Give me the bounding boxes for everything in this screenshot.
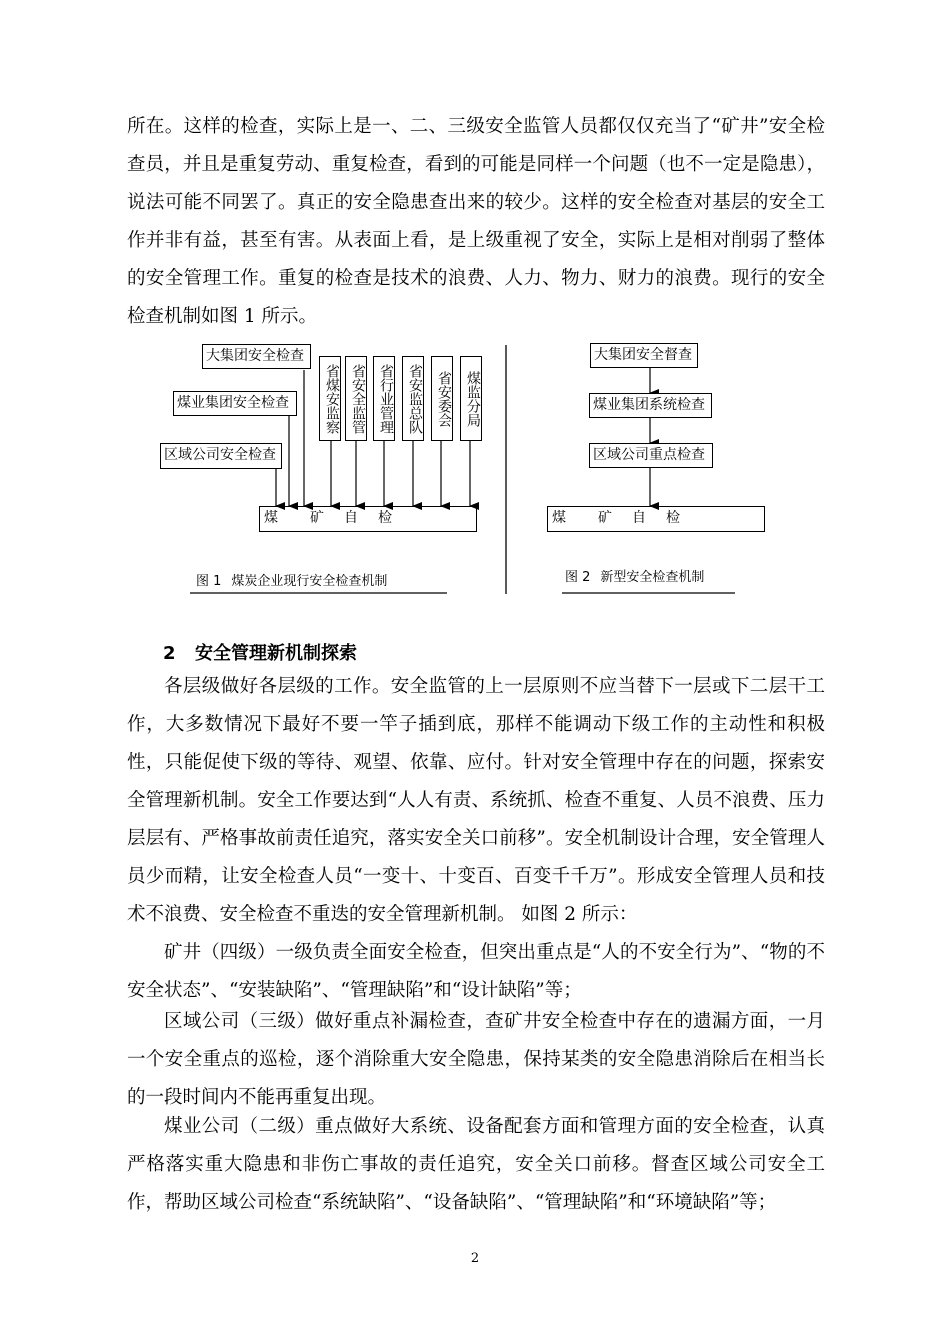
target-char: 煤 (552, 510, 566, 526)
paragraph-4: 区域公司（三级）做好重点补漏检查，查矿井安全检查中存在的遗漏方面，一月一个安全重点的巡检，逐个消除重大安全隐患，保持某类的安全隐患消除后在相当长的一段时间内不能再重复出现。 (127, 1011, 825, 1108)
box-coal-group-inspection: 煤业集团安全检查 (173, 391, 297, 416)
target-char: 矿 (310, 510, 324, 526)
box-coal-group-system-inspection: 煤业集团系统检查 (589, 393, 712, 418)
section-title: 安全管理新机制探索 (195, 643, 357, 664)
target-char: 煤 (264, 510, 278, 526)
box-mine-self-inspection-1 (259, 506, 477, 532)
paragraph-5: 煤业公司（二级）重点做好大系统、设备配套方面和管理方面的安全检查，认真严格落实重大隐患和非伤亡事故的责任追究，安全关口前移。督查区域公司安全工作，帮助区域公司检查“系统缺陷”、“设备缺陷”、“管理缺陷”和“环境缺陷”等； (127, 1116, 825, 1213)
paragraph-1: 所在。这样的检查，实际上是一、二、三级安全监管人员都仅仅充当了“矿井”安全检查员，并且是重复劳动、重复检查，看到的可能是同样一个问题（也不一定是隐患），说法可能不同罢了。真正的安全隐患查出来的较少。这样的安全检查对基层的安全工作并非有益，甚至有害。从表面上看，是上级重视了安全，实际上是相对削弱了整体的安全管理工作。重复的检查是技术的浪费、人力、物力、财力的浪费。现行的安全检查机制如图 1 所示。 (127, 116, 825, 327)
target-char: 自 (632, 510, 646, 526)
figure2-caption-text: 新型安全检查机制 (600, 570, 705, 585)
figure1-caption (196, 573, 387, 591)
figure1-caption-text: 煤炭企业现行安全检查机制 (231, 574, 388, 589)
paragraph-3: 矿井（四级）一级负责全面安全检查，但突出重点是“人的不安全行为”、“物的不安全状态”、“安装缺陷”、“管理缺陷”和“设计缺陷”等； (127, 942, 825, 1001)
section-heading (163, 638, 357, 670)
vbox-provincial-safety-committee: 省安委会 (431, 356, 453, 441)
page-number: 2 (470, 1251, 480, 1266)
vbox-coal-supervision-bureau: 煤监分局 (460, 356, 482, 441)
vbox-provincial-industry-management: 省行业管理 (373, 356, 395, 441)
figure2-caption (565, 569, 704, 587)
target-char: 检 (378, 510, 392, 526)
box-group-supervision: 大集团安全督查 (590, 343, 698, 368)
box-region-inspection: 区域公司安全检查 (160, 443, 282, 469)
vbox-provincial-coal-supervision: 省煤安监察 (319, 356, 341, 441)
target-char: 自 (344, 510, 358, 526)
section-number: 2 (163, 643, 176, 664)
target-char: 矿 (598, 510, 612, 526)
paragraph-2: 各层级做好各层级的工作。安全监管的上一层原则不应当替下一层或下二层干工作，大多数情况下最好不要一竿子插到底，那样不能调动下级工作的主动性和积极性，只能促使下级的等待、观望、依靠、应付。针对安全管理中存在的问题，探索安全管理新机制。安全工作要达到“人人有责、系统抓、检查不重复、人员不浪费、压力层层有、严格事故前责任追究，落实安全关口前移”。安全机制设计合理，安全管理人员少而精，让安全检查人员“一变十、十变百、百变千千万”。形成安全管理人员和技术不浪费、安全检查不重迭的安全管理新机制。 如图 2 所示： (127, 676, 825, 925)
figure2-caption-number: 图 2 (565, 570, 591, 585)
vbox-provincial-safety-corps: 省安监总队 (402, 356, 424, 441)
box-group-inspection: 大集团安全检查 (202, 344, 311, 369)
box-region-key-inspection: 区域公司重点检查 (589, 443, 713, 468)
box-mine-self-inspection-2 (547, 506, 765, 532)
target-char: 检 (666, 510, 680, 526)
figure1-caption-number: 图 1 (196, 574, 222, 589)
vbox-provincial-safety-regulation: 省安全监管 (345, 356, 367, 441)
